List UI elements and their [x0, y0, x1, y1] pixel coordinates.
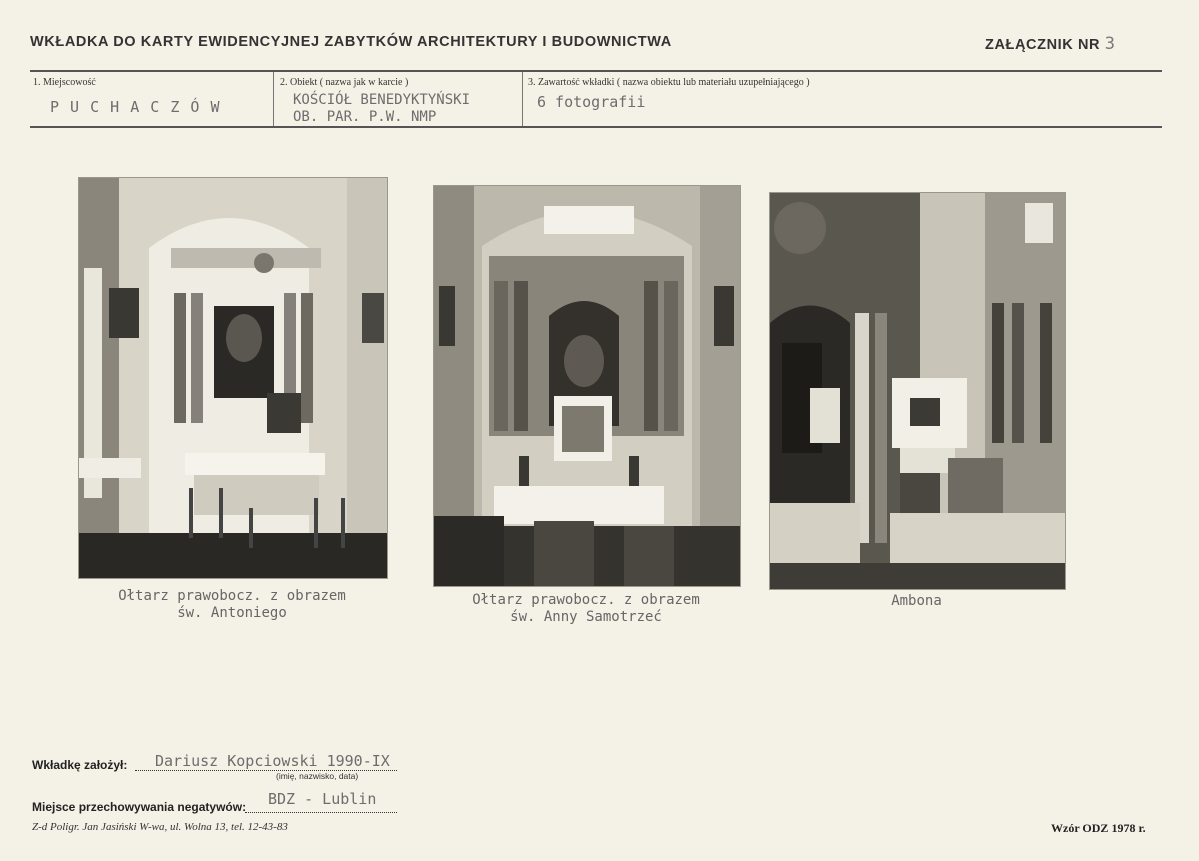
printer-imprint: Z-d Poligr. Jan Jasiński W-wa, ul. Wolna 13, tel. 12-43-83 — [32, 821, 288, 833]
caption-photo-1-line2: św. Antoniego — [177, 605, 287, 621]
photo-altar-st-anthony — [78, 177, 388, 579]
caption-photo-2 — [433, 592, 739, 626]
object-value-line2: OB. PAR. P.W. NMP — [293, 109, 437, 125]
caption-photo-3-line1: Ambona — [891, 593, 942, 609]
form-title: WKŁADKA DO KARTY EWIDENCYJNEJ ZABYTKÓW ARCHITEKTURY I BUDOWNICTWA — [30, 34, 672, 50]
photo-altar-st-anne-image — [434, 186, 740, 586]
created-by-hint: (imię, nazwisko, data) — [276, 771, 359, 781]
photo-altar-st-anthony-image — [79, 178, 387, 578]
object-label: 2. Obiekt ( nazwa jak w karcie ) — [280, 77, 409, 88]
photo-pulpit — [769, 192, 1066, 590]
contents-label: 3. Zawartość wkładki ( nazwa obiektu lub materiału uzupełniającego ) — [528, 77, 810, 88]
contents-value: 6 fotografii — [537, 93, 646, 111]
created-by-label: Wkładkę założył: — [32, 758, 128, 772]
caption-photo-1 — [78, 588, 386, 622]
negatives-value: BDZ - Lublin — [268, 790, 377, 808]
negatives-label: Miejsce przechowywania negatywów: — [32, 800, 247, 814]
photo-pulpit-image — [770, 193, 1065, 589]
photo-altar-st-anne — [433, 185, 741, 587]
negatives-dotted-line — [245, 812, 397, 813]
field-divider-2 — [522, 72, 523, 126]
header-rule-bottom — [30, 126, 1162, 128]
caption-photo-2-line2: św. Anny Samotrzeć — [510, 609, 662, 625]
object-value-line1: KOŚCIÓŁ BENEDYKTYŃSKI — [293, 92, 471, 108]
annex-number: 3 — [1104, 34, 1116, 54]
form-pattern: Wzór ODZ 1978 r. — [1051, 821, 1146, 835]
caption-photo-3 — [769, 593, 1064, 610]
caption-photo-1-line1: Ołtarz prawobocz. z obrazem — [118, 588, 346, 604]
caption-photo-2-line1: Ołtarz prawobocz. z obrazem — [472, 592, 700, 608]
field-divider-1 — [273, 72, 274, 126]
locality-label: 1. Miejscowość — [33, 77, 96, 88]
header-rule-top — [30, 70, 1162, 72]
created-by-value: Dariusz Kopciowski 1990-IX — [155, 752, 390, 770]
annex-label — [985, 34, 1116, 54]
locality-value: P U C H A C Z Ó W — [50, 98, 221, 116]
annex-label-text: ZAŁĄCZNIK NR — [985, 37, 1101, 53]
